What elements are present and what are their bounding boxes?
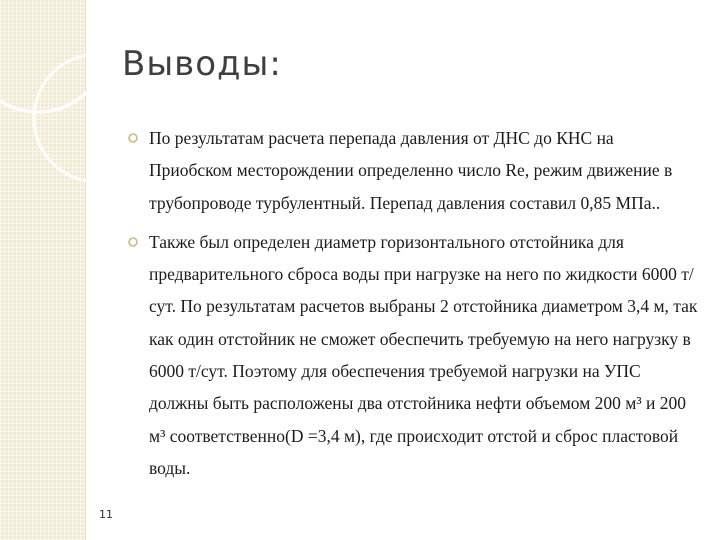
bullet-icon xyxy=(128,237,138,247)
bullet-icon xyxy=(128,133,138,143)
bullet-text: Также был определен диаметр горизонтального отстойника для предварительного сброса воды при нагрузке на него по жидкости 6000 т/сут. По результатам расчетов выбраны 2 отстойника диаметром 3,4 м, так как один отстойник не сможет обеспечить требуемую на него нагрузку в 6000 т/сут. Поэтому для обеспечения требуемой нагрузки на УПС должны быть расположены два отстойника нефти объемом 200 м³ и 200 м³ соответственно(D =3,4 м), где происходит отстой и сброс пластовой воды. xyxy=(149,231,698,478)
bullet-text: По результатам расчета перепада давления от ДНС до КНС на Приобском месторождении определенно число Re, режим движение в трубопроводе турбулентный. Перепад давления составил 0,85 МПа.. xyxy=(149,128,673,213)
list-item xyxy=(128,122,698,219)
slide-title: Выводы: xyxy=(122,44,282,84)
page-number: 11 xyxy=(99,508,113,521)
list-item xyxy=(128,226,698,484)
conclusions-list xyxy=(128,122,698,491)
decorative-circle-large xyxy=(0,0,108,112)
